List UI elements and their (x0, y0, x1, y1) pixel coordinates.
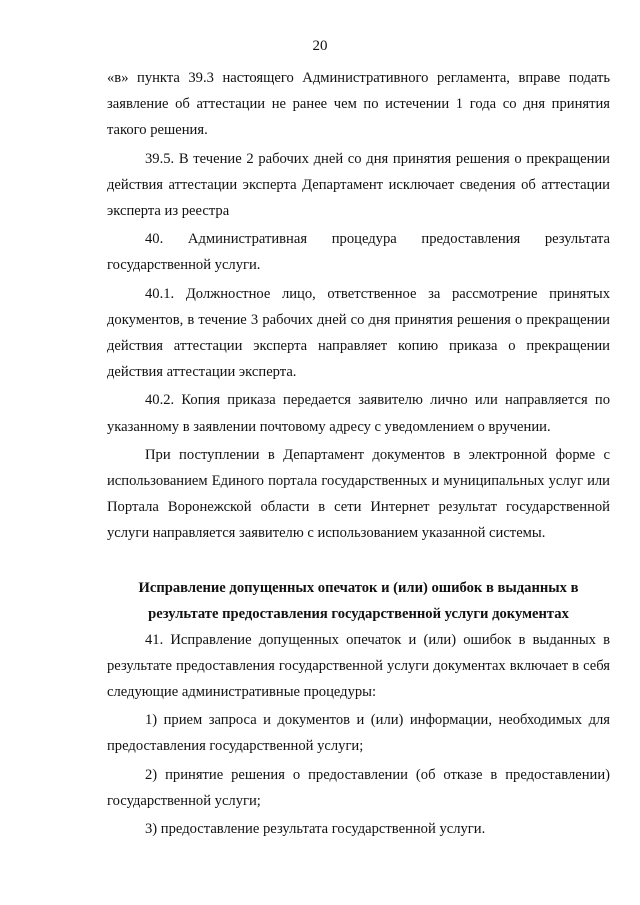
list-item-3: 3) предоставление результата государственной услуги. (145, 821, 486, 838)
paragraph-39-5: 39.5. В течение 2 рабочих дней со дня принятия решения о прекращении действия аттестации эксперта Департамент исключает сведения об аттестации эксперта из реестра (107, 150, 610, 220)
section-heading-line-1: Исправление допущенных опечаток и (или) ошибок в выданных в (138, 579, 579, 596)
paragraph-41: 41. Исправление допущенных опечаток и (или) ошибок в выданных в результате предоставления государственной услуги документах включает в себя следующие административные процедуры: (107, 631, 610, 701)
section-heading-line-2: результате предоставления государственной услуги документах (148, 605, 569, 622)
paragraph-electronic-form: При поступлении в Департамент документов в электронной форме с использованием Единого портала государственных и муниципальных услуг или Портала Воронежской области в сети Интернет результат государственной услуги направляется заявителю с использованием указанной системы. (107, 446, 610, 542)
list-item-1: 1) прием запроса и документов и (или) информации, необходимых для предоставления государственной услуги; (107, 712, 610, 755)
document-body (107, 65, 610, 842)
paragraph-40-1: 40.1. Должностное лицо, ответственное за рассмотрение принятых документов, в течение 3 рабочих дней со дня принятия решения о прекращении действия аттестации эксперта направляет копию приказа о прекращении действия аттестации эксперта. (107, 285, 610, 381)
section-heading (107, 575, 610, 627)
paragraph-continuation: «в» пункта 39.3 настоящего Административного регламента, вправе подать заявление об аттестации не ранее чем по истечении 1 года со дня принятия такого решения. (107, 70, 610, 139)
paragraph-40-2: 40.2. Копия приказа передается заявителю лично или направляется по указанному в заявлении почтовому адресу с уведомлением о вручении. (107, 392, 610, 435)
list-item-2: 2) принятие решения о предоставлении (об отказе в предоставлении) государственной услуги; (107, 766, 610, 809)
page-number: 20 (312, 38, 328, 54)
paragraph-40: 40. Административная процедура предоставления результата государственной услуги. (107, 231, 610, 274)
